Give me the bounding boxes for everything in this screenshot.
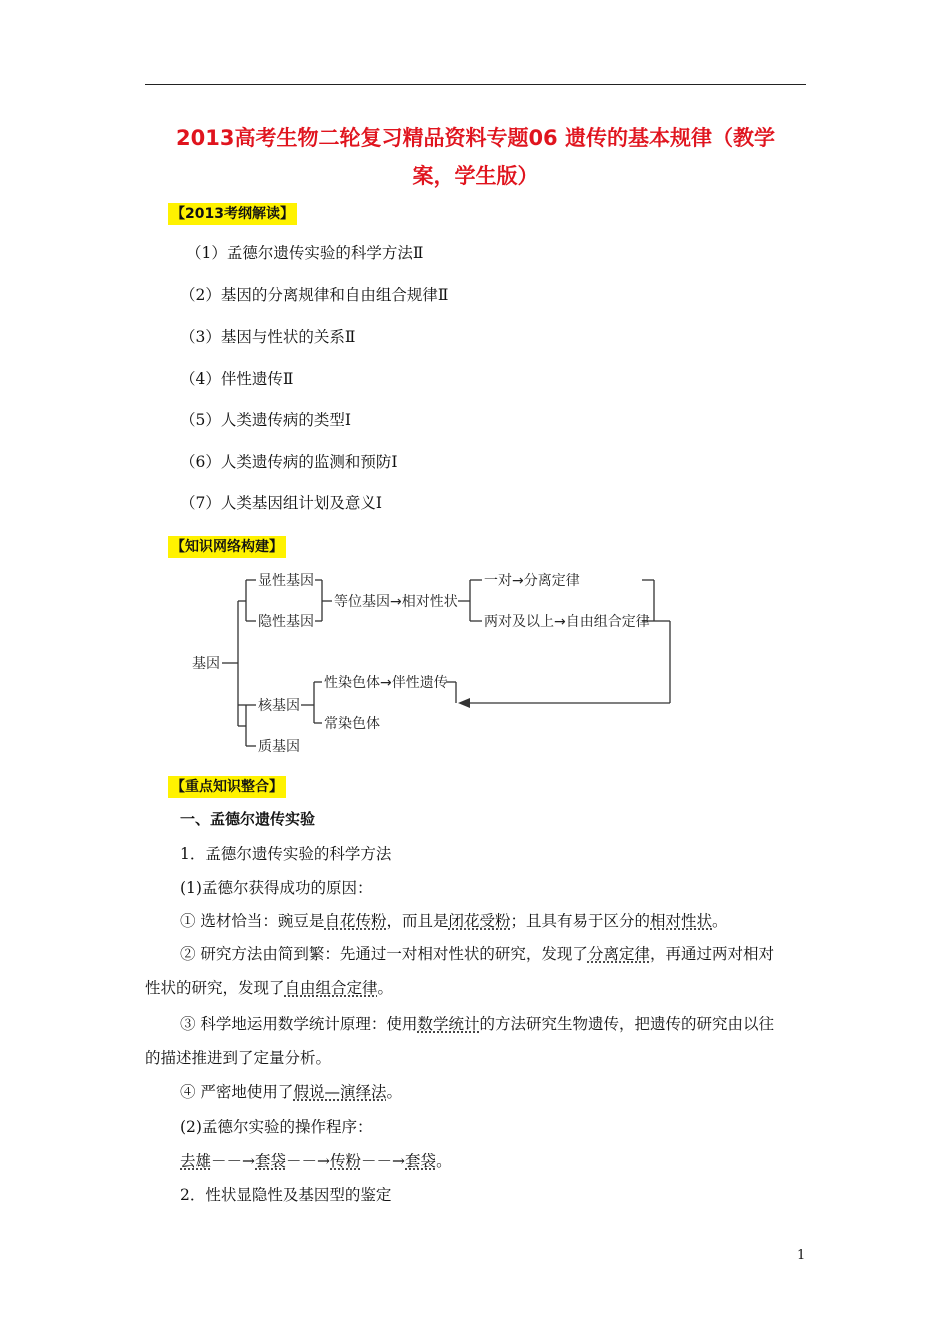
step-bag-2: 套袋 bbox=[405, 1152, 437, 1170]
para-8-a: ④ 严密地使用了 bbox=[180, 1083, 294, 1101]
para-6 bbox=[180, 1012, 774, 1034]
arrow-3: －－→ bbox=[361, 1152, 406, 1170]
para-10-end: 。 bbox=[436, 1152, 452, 1170]
para-6-b: 的方法研究生物遗传，把遗传的研究由以往 bbox=[479, 1015, 774, 1033]
para-2: (1)孟德尔获得成功的原因： bbox=[180, 879, 373, 897]
para-3-c: ；且具有易于区分的 bbox=[510, 912, 650, 930]
outline-item: （2）基因的分离规律和自由组合规律Ⅱ bbox=[180, 286, 449, 304]
diagram-recessive: 隐性基因 bbox=[258, 614, 314, 630]
para-3-u2: 闭花受粉 bbox=[448, 912, 511, 930]
para-3-u1: 自花传粉 bbox=[324, 912, 387, 930]
para-10 bbox=[180, 1149, 452, 1171]
para-9: (2)孟德尔实验的操作程序： bbox=[180, 1118, 373, 1136]
para-4 bbox=[180, 942, 774, 964]
outline-item: （7）人类基因组计划及意义Ⅰ bbox=[180, 494, 382, 512]
para-6-a: ③ 科学地运用数学统计原理：使用 bbox=[180, 1015, 418, 1033]
para-5-u1: 自由组合定律 bbox=[284, 979, 378, 997]
step-pollinate: 传粉 bbox=[330, 1152, 362, 1170]
para-8-b: 。 bbox=[386, 1083, 402, 1101]
para-4-u1: 分离定律 bbox=[587, 945, 650, 963]
page-title-line2: 案，学生版） bbox=[412, 164, 539, 188]
outline-item: （3）基因与性状的关系Ⅱ bbox=[180, 328, 356, 346]
para-3-d: 。 bbox=[712, 912, 728, 930]
header-rule bbox=[145, 84, 806, 85]
para-8-u1: 假说—演绎法 bbox=[293, 1083, 387, 1101]
step-bag-1: 套袋 bbox=[255, 1152, 287, 1170]
arrow-1: －－→ bbox=[211, 1152, 256, 1170]
diagram-dominant: 显性基因 bbox=[258, 573, 314, 589]
para-5-a: 性状的研究，发现了 bbox=[145, 979, 285, 997]
outline-item: （5）人类遗传病的类型Ⅰ bbox=[180, 411, 351, 429]
para-3-u3: 相对性状 bbox=[650, 912, 713, 930]
diagram-cytoplasmic: 质基因 bbox=[258, 739, 300, 755]
diagram-two-pairs: 两对及以上→自由组合定律 bbox=[484, 614, 650, 630]
para-1: 1．孟德尔遗传实验的科学方法 bbox=[180, 845, 392, 863]
outline-item: （6）人类遗传病的监测和预防Ⅰ bbox=[180, 453, 398, 471]
outline-item: （1）孟德尔遗传实验的科学方法Ⅱ bbox=[186, 244, 424, 262]
knowledge-network-diagram bbox=[180, 560, 680, 760]
diagram-autosome: 常染色体 bbox=[324, 716, 380, 732]
para-3-a: ① 选材恰当：豌豆是 bbox=[180, 912, 325, 930]
para-3-b: ，而且是 bbox=[386, 912, 449, 930]
diagram-nuclear: 核基因 bbox=[258, 698, 300, 714]
para-11: 2．性状显隐性及基因型的鉴定 bbox=[180, 1186, 392, 1204]
outline-item: （4）伴性遗传Ⅱ bbox=[180, 370, 294, 388]
section-key-points: 【重点知识整合】 bbox=[168, 776, 286, 798]
para-3 bbox=[180, 909, 728, 931]
arrow-2: －－→ bbox=[286, 1152, 331, 1170]
section-knowledge-network: 【知识网络构建】 bbox=[168, 536, 286, 558]
para-8 bbox=[180, 1080, 402, 1102]
para-4-a: ② 研究方法由简到繁：先通过一对相对性状的研究，发现了 bbox=[180, 945, 588, 963]
para-7: 的描述推进到了定量分析。 bbox=[145, 1049, 332, 1067]
diagram-sex-chromosome: 性染色体→伴性遗传 bbox=[324, 675, 448, 691]
page-title-line1: 2013高考生物二轮复习精品资料专题06 遗传的基本规律（教学 bbox=[176, 126, 775, 150]
diagram-one-pair: 一对→分离定律 bbox=[484, 573, 580, 589]
diagram-allele: 等位基因→相对性状 bbox=[334, 594, 458, 610]
step-emasculate: 去雄 bbox=[180, 1152, 212, 1170]
para-6-u1: 数学统计 bbox=[417, 1015, 480, 1033]
para-5-b: 。 bbox=[377, 979, 394, 997]
para-5 bbox=[145, 976, 393, 998]
section-exam-outline: 【2013考纲解读】 bbox=[168, 203, 297, 225]
diagram-root: 基因 bbox=[192, 656, 220, 672]
heading-mendel: 一、孟德尔遗传实验 bbox=[180, 810, 316, 828]
para-4-b: ，再通过两对相对 bbox=[649, 945, 774, 963]
page-number: 1 bbox=[797, 1248, 806, 1263]
